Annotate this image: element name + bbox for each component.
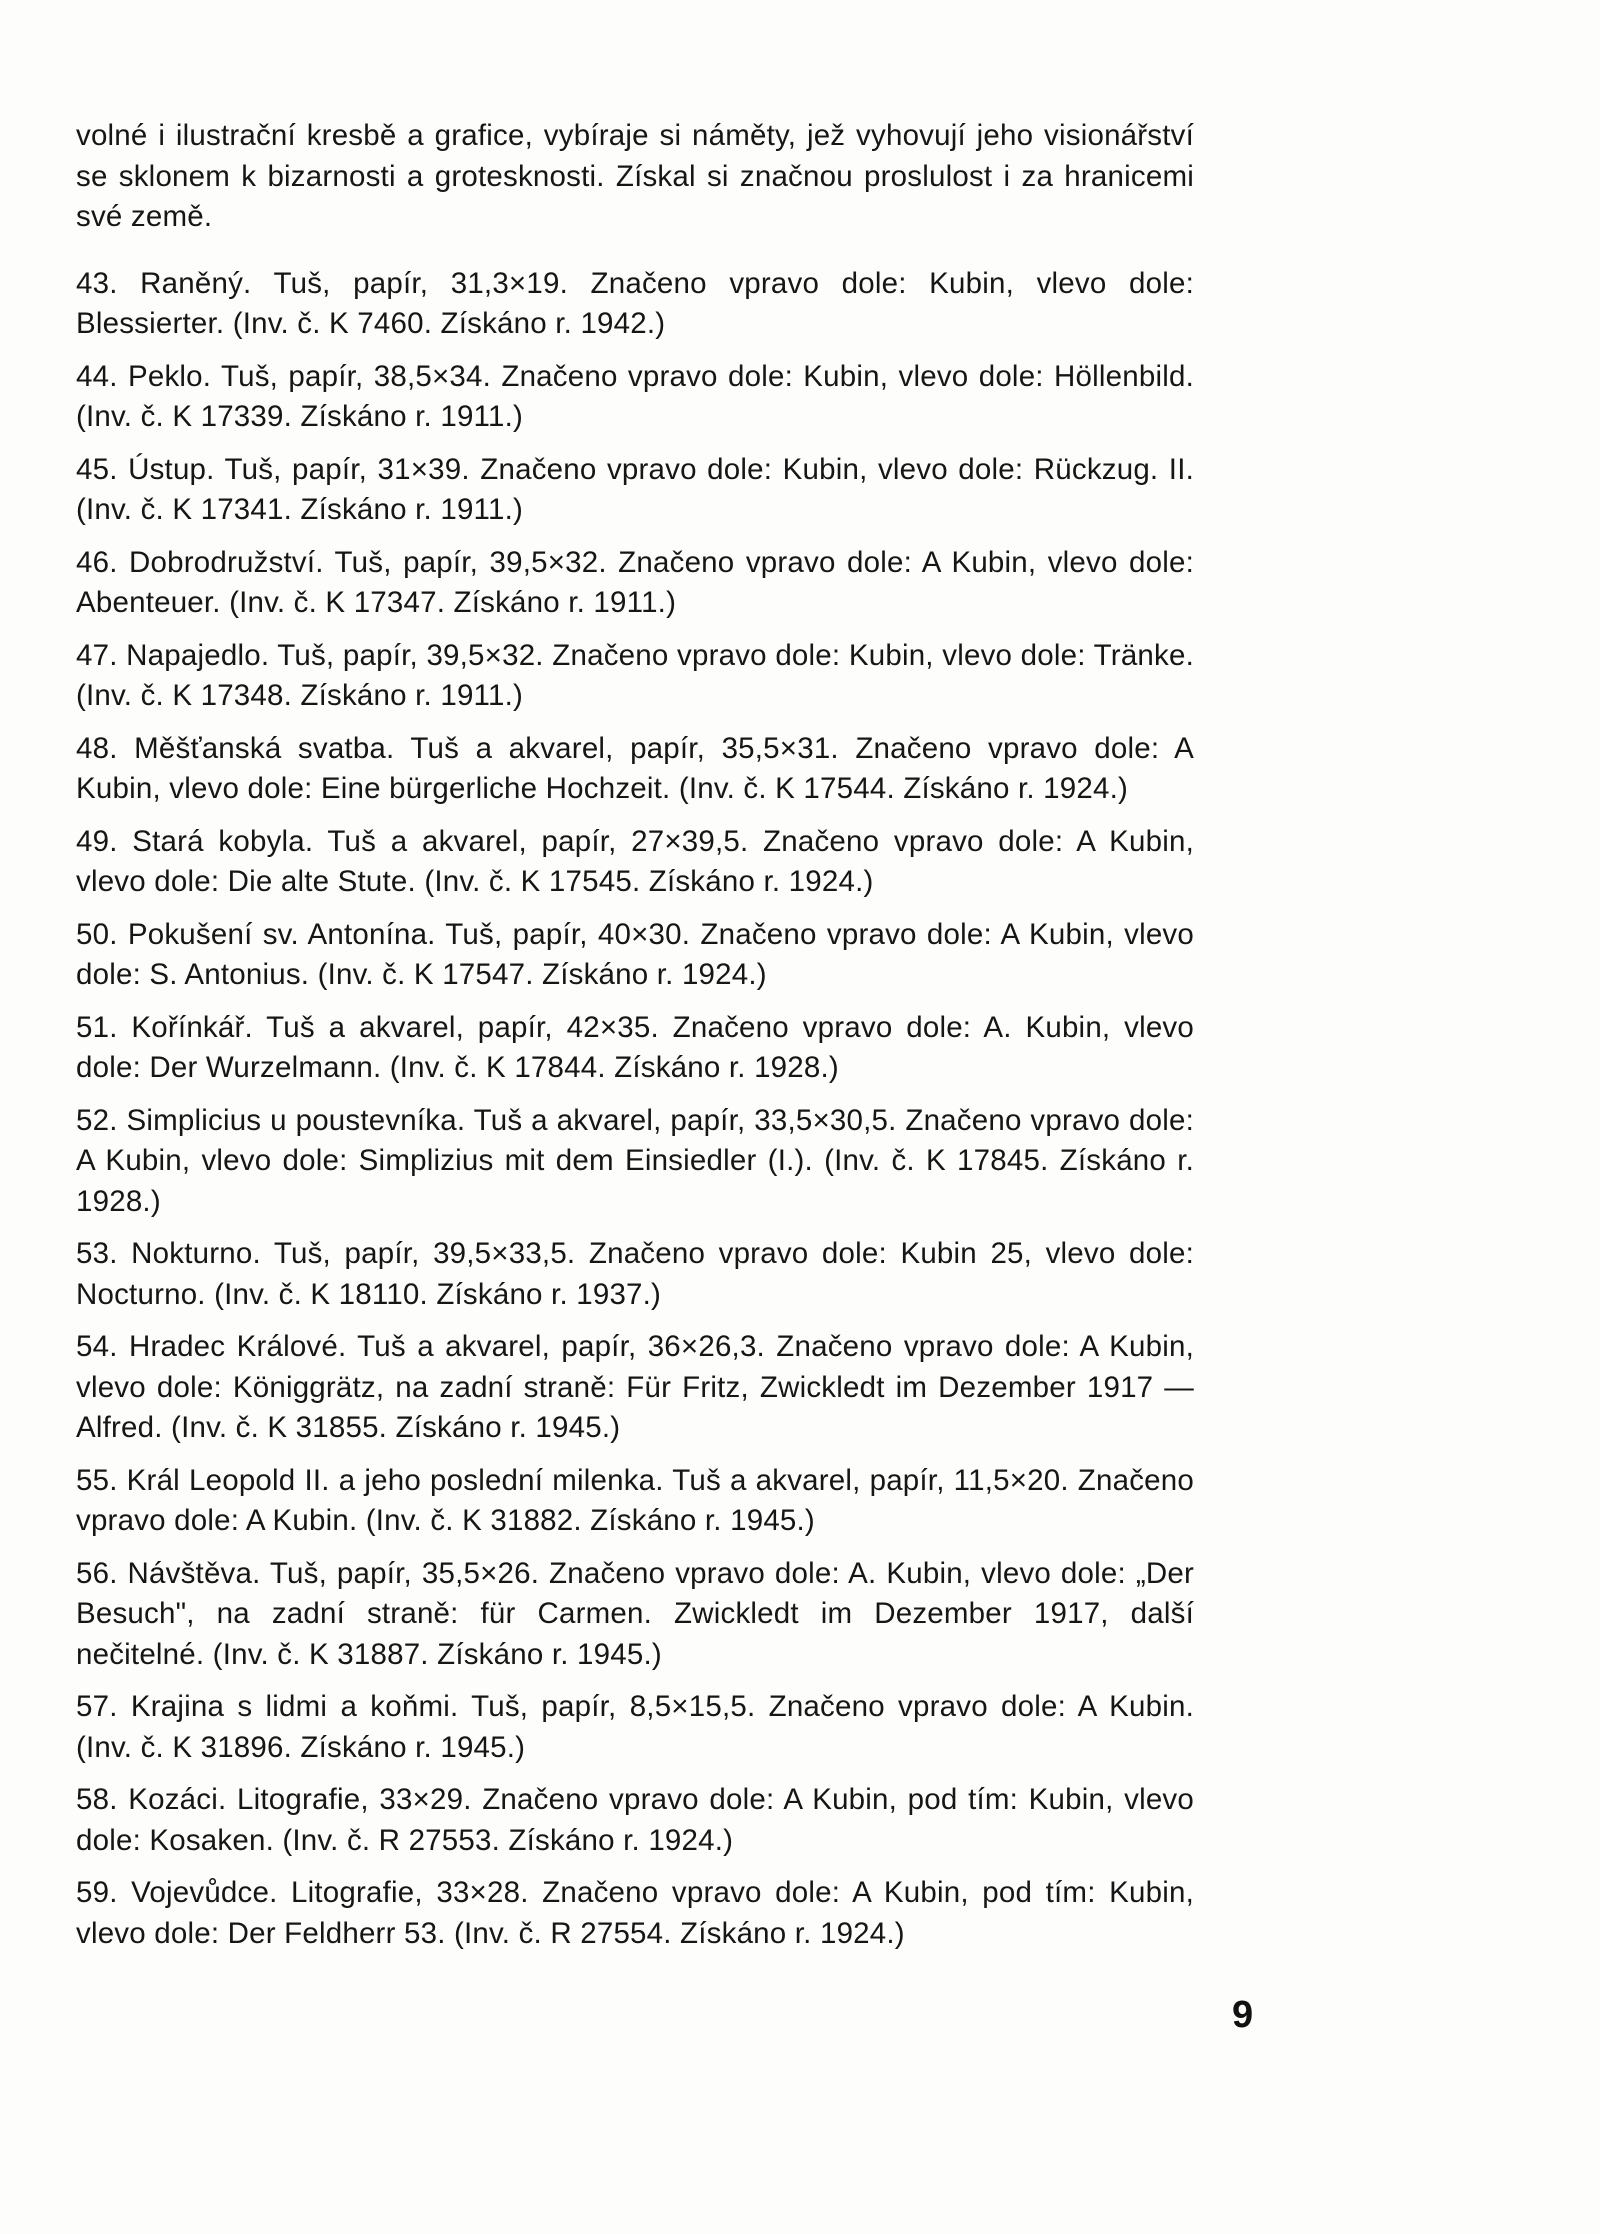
catalog-entry-50: 50. Pokušení sv. Antonína. Tuš, papír, 40×30. Značeno vpravo dole: A Kubin, vlevo dole: S. Antonius. (Inv. č. K 17547. Získáno r. 1924.) bbox=[76, 917, 1194, 991]
catalog-entry-48: 48. Měšťanská svatba. Tuš a akvarel, papír, 35,5×31. Značeno vpravo dole: A Kubin, vlevo dole: Eine bürgerliche Hochzeit. (Inv. č. K 17544. Získáno r. 1924.) bbox=[76, 731, 1194, 805]
catalog-text bbox=[76, 116, 1194, 1966]
page-number: 9 bbox=[1232, 1994, 1254, 2036]
catalog-entry-44: 44. Peklo. Tuš, papír, 38,5×34. Značeno vpravo dole: Kubin, vlevo dole: Höllenbild. (Inv. č. K 17339. Získáno r. 1911.) bbox=[76, 359, 1194, 433]
catalog-entry-53: 53. Nokturno. Tuš, papír, 39,5×33,5. Značeno vpravo dole: Kubin 25, vlevo dole: Nocturno. (Inv. č. K 18110. Získáno r. 1937.) bbox=[76, 1237, 1194, 1311]
catalog-entry-59: 59. Vojevůdce. Litografie, 33×28. Značeno vpravo dole: A Kubin, pod tím: Kubin, vlevo dole: Der Feldherr 53. (Inv. č. R 27554. Získáno r. 1924.) bbox=[76, 1876, 1194, 1950]
catalog-entry-52: 52. Simplicius u poustevníka. Tuš a akvarel, papír, 33,5×30,5. Značeno vpravo dole: A Kubin, vlevo dole: Simplizius mit dem Einsiedler (I.). (Inv. č. K 17845. Získáno r. 1928.) bbox=[76, 1103, 1194, 1218]
catalog-entry-57: 57. Krajina s lidmi a koňmi. Tuš, papír, 8,5×15,5. Značeno vpravo dole: A Kubin. (Inv. č. K 31896. Získáno r. 1945.) bbox=[76, 1690, 1194, 1764]
catalog-entry-58: 58. Kozáci. Litografie, 33×29. Značeno vpravo dole: A Kubin, pod tím: Kubin, vlevo dole: Kosaken. (Inv. č. R 27553. Získáno r. 1924.) bbox=[76, 1783, 1194, 1857]
catalog-entry-55: 55. Král Leopold II. a jeho poslední milenka. Tuš a akvarel, papír, 11,5×20. Značeno vpravo dole: A Kubin. (Inv. č. K 31882. Získáno r. 1945.) bbox=[76, 1463, 1194, 1537]
catalog-entry-43: 43. Raněný. Tuš, papír, 31,3×19. Značeno vpravo dole: Kubin, vlevo dole: Blessierter. (Inv. č. K 7460. Získáno r. 1942.) bbox=[76, 266, 1194, 340]
catalog-entry-56: 56. Návštěva. Tuš, papír, 35,5×26. Značeno vpravo dole: A. Kubin, vlevo dole: „Der Besuch", na zadní straně: für Carmen. Zwickledt im Dezember 1917, další nečitelné. (Inv. č. K 31887. Získáno r. 1945.) bbox=[76, 1556, 1194, 1671]
catalog-entry-46: 46. Dobrodružství. Tuš, papír, 39,5×32. Značeno vpravo dole: A Kubin, vlevo dole: Abenteuer. (Inv. č. K 17347. Získáno r. 1911.) bbox=[76, 545, 1194, 619]
catalog-entry-45: 45. Ústup. Tuš, papír, 31×39. Značeno vpravo dole: Kubin, vlevo dole: Rückzug. II. (Inv. č. K 17341. Získáno r. 1911.) bbox=[76, 452, 1194, 526]
catalog-entry-51: 51. Kořínkář. Tuš a akvarel, papír, 42×35. Značeno vpravo dole: A. Kubin, vlevo dole: Der Wurzelmann. (Inv. č. K 17844. Získáno r. 1928.) bbox=[76, 1010, 1194, 1084]
catalog-entry-49: 49. Stará kobyla. Tuš a akvarel, papír, 27×39,5. Značeno vpravo dole: A Kubin, vlevo dole: Die alte Stute. (Inv. č. K 17545. Získáno r. 1924.) bbox=[76, 824, 1194, 898]
catalog-entry-54: 54. Hradec Králové. Tuš a akvarel, papír, 36×26,3. Značeno vpravo dole: A Kubin, vlevo dole: Königgrätz, na zadní straně: Für Fritz, Zwickledt im Dezember 1917 — Alfred. (Inv. č. K 31855. Získáno r. 1945.) bbox=[76, 1330, 1194, 1444]
intro-paragraph: volné i ilustrační kresbě a grafice, vybíraje si náměty, jež vyhovují jeho visionářství se sklonem k bizarnosti a grotesknosti. Získal si značnou proslulost i za hranicemi své země. bbox=[76, 119, 1194, 233]
catalog-entry-47: 47. Napajedlo. Tuš, papír, 39,5×32. Značeno vpravo dole: Kubin, vlevo dole: Tränke. (Inv. č. K 17348. Získáno r. 1911.) bbox=[76, 638, 1194, 712]
